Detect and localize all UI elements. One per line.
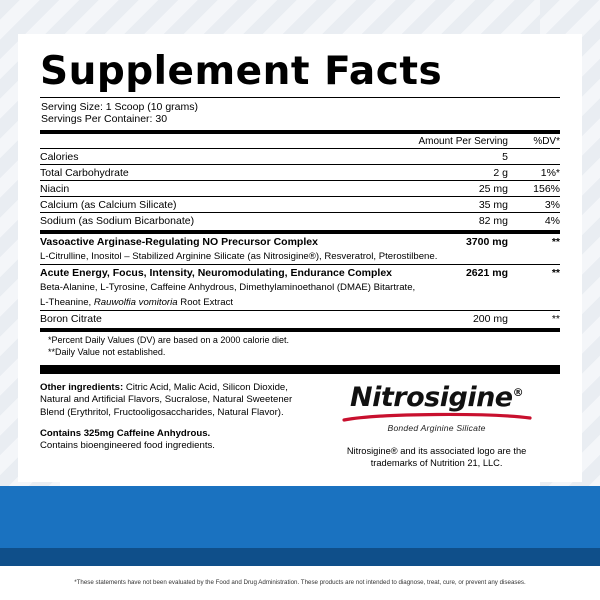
row-dv: 4% [544,214,560,227]
row-name: Sodium (as Sodium Bicarbonate) [40,214,195,227]
row-name: Niacin [40,181,333,197]
servings-per-container: Servings Per Container: 30 [41,113,168,126]
row-dv: 3% [514,197,560,213]
row-name: Calcium (as Calcium Silicate) [40,197,333,213]
blue-band-dark [0,548,600,566]
blend-row-2 [40,265,560,281]
row-dv [514,149,560,165]
divider-bottom [40,365,560,374]
blend-amount: 200 mg [472,312,508,325]
serving-size: Serving Size: 1 Scoop (10 grams) [41,101,198,113]
ingredients-post: Root Extract [177,296,234,308]
nitrosigine-logo-reg: ® [512,385,524,399]
footnote-dv: *Percent Daily Values (DV) are based on a 2000 calorie diet. [48,335,289,346]
row-amount: 5 [333,149,514,165]
table-row [40,213,560,229]
brand-block [313,382,560,470]
row-amount: 25 mg [333,181,514,197]
table-row [40,197,560,213]
table-row [40,181,560,197]
row-amount: 35 mg [333,197,514,213]
blue-band [0,486,600,548]
divider-title [40,97,560,98]
blend-dv: ** [551,312,560,325]
nitrosigine-logo [350,381,524,413]
blend-amount: 2621 mg [465,266,508,279]
ingredients-pre: L-Theanine, [40,296,94,308]
bottom-section [40,382,560,470]
blend-ingredients-row-1 [40,249,560,264]
blend-row-3 [40,311,560,327]
table-row [40,165,560,181]
table-header-row [40,134,560,149]
nitrosigine-logo-text: Nitrosigine [350,381,513,413]
other-ingredients-block [40,382,299,470]
contains-caffeine: Contains 325mg Caffeine Anhydrous. [40,427,211,439]
divider-footnotes [40,328,560,332]
other-ingredients-text [40,382,299,419]
footer-strip [0,566,600,600]
header-daily-value: %DV* [514,134,560,149]
row-amount: 82 mg [478,214,508,227]
row-dv: 1%* [514,165,560,181]
supplement-facts-panel [18,34,582,482]
blend-row-1 [40,234,560,249]
other-ingredients-heading: Other ingredients: [40,381,124,393]
blend-ingredients: L-Citrulline, Inositol – Stabilized Arginine Silicate (as Nitrosigine®), Resveratrol, Pterostilbene. [40,249,560,264]
nitrosigine-tagline: Bonded Arginine Silicate [387,422,486,433]
table-row [40,149,560,165]
row-amount: 2 g [333,165,514,181]
footnote-dv-not-established: **Daily Value not established. [48,346,166,357]
blend-ingredients-line2 [40,295,560,310]
header-spacer [40,134,333,149]
blend-dv: ** [551,235,560,248]
row-name: Calories [40,149,333,165]
blend-ingredients-line1: Beta-Alanine, L-Tyrosine, Caffeine Anhydrous, Dimethylaminoethanol (DMAE) Bitartrate, [40,281,416,293]
nitrosigine-swoosh-icon [342,412,532,422]
header-amount-per-serving: Amount Per Serving [333,134,514,149]
blend-name: Vasoactive Arginase-Regulating NO Precursor Complex [40,235,318,248]
fda-disclaimer: *These statements have not been evaluated by the Food and Drug Administration. These products are not intended to diagnose, treat, cure, or prevent any diseases. [74,579,526,587]
other-ingredients-list: Citric Acid, Malic Acid, Silicon Dioxide, Natural and Artificial Flavors, Sucralose, Natural Sweetener Blend (Erythritol, Fructooligosaccharides, Natural Flavor). [40,381,293,418]
blend-name: Boron Citrate [40,312,102,325]
page-title: Supplement Facts [40,49,443,94]
trademark-line-1: Nitrosigine® and its associated logo are the [346,445,527,456]
bioengineered-note: Contains bioengineered food ingredients. [40,440,215,452]
blend-name: Acute Energy, Focus, Intensity, Neuromodulating, Endurance Complex [40,266,392,279]
blend-amount: 3700 mg [465,235,508,248]
blend-ingredients-row-2b [40,295,560,310]
ingredients-botanical: Rauwolfia vomitoria [93,296,178,308]
row-dv: 156% [514,181,560,197]
trademark-line-2: trademarks of Nutrition 21, LLC. [370,458,503,469]
row-name: Total Carbohydrate [40,165,333,181]
blend-ingredients-row-2a [40,280,560,295]
nutrition-table [40,134,560,228]
blend-dv: ** [551,266,560,279]
blend-table [40,234,560,326]
